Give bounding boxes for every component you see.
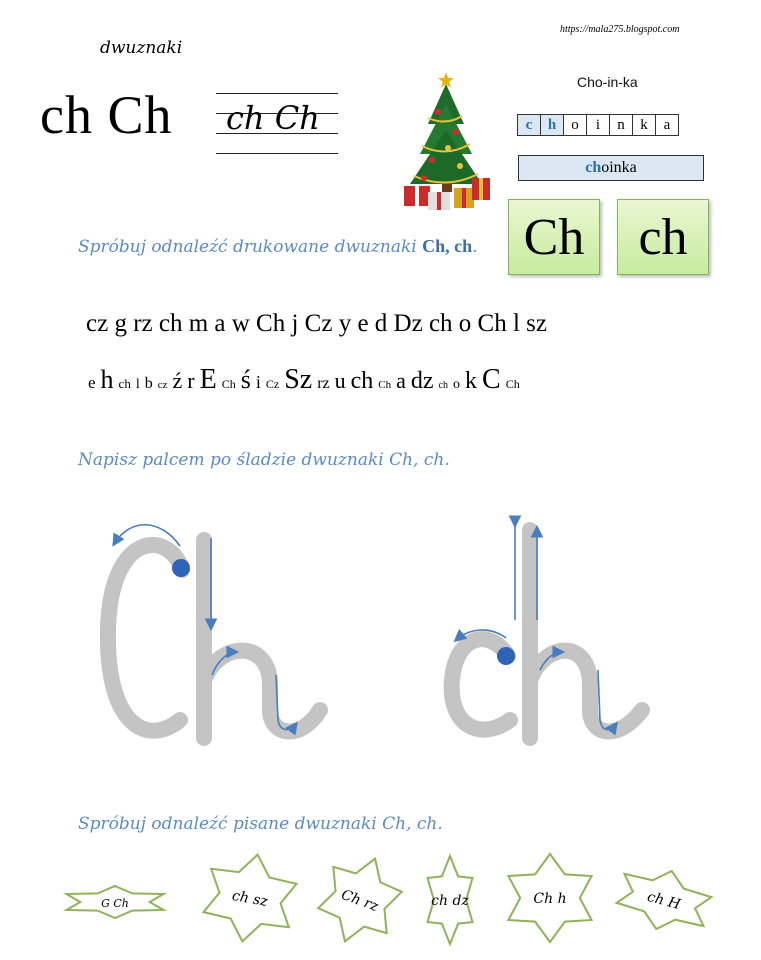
star-label: ch dz [431, 893, 469, 909]
trace-Ch[interactable] [108, 540, 320, 738]
tracing-area [90, 510, 690, 760]
letter-box: a [655, 114, 679, 136]
word-rest: oinka [601, 159, 637, 176]
task-printed-bold: Ch, ch [422, 236, 473, 256]
row2-letter: ch [350, 368, 374, 394]
letter-box: c [517, 114, 541, 136]
row2-letter: h [100, 365, 114, 394]
blog-url: https://mala275.blogspot.com [560, 24, 680, 35]
letter-box: k [632, 114, 656, 136]
task-printed-end: . [472, 237, 478, 257]
word-highlight: ch [585, 159, 602, 176]
star-label: ch sz [230, 887, 269, 910]
row2-letter: Ch [378, 379, 392, 391]
letter-box: i [586, 114, 610, 136]
row2-letter: a [396, 368, 406, 393]
star-item[interactable] [200, 850, 301, 949]
star-label: ch H [645, 888, 683, 914]
letter-box: h [540, 114, 564, 136]
row2-letter: Cz [265, 377, 280, 391]
row2-letter: Sz [284, 364, 313, 395]
printed-digraph: ch Ch [40, 85, 173, 145]
row2-letter: Ch [221, 377, 236, 391]
row2-letter: Ch [505, 377, 520, 391]
dwuznaki-label: dwuznaki [100, 38, 183, 58]
row2-letter: u [334, 368, 346, 393]
row2-letter: C [482, 364, 501, 395]
star-item[interactable] [613, 859, 715, 940]
row2-letter: r [187, 368, 195, 393]
star-item[interactable] [508, 854, 591, 942]
start-dot-Ch [172, 559, 190, 577]
christmas-tree-image [398, 66, 496, 216]
tile-lower: ch [617, 199, 709, 275]
stars-row [60, 850, 740, 960]
row2-letter: ś [240, 365, 251, 394]
task-cursive-instruction: Spróbuj odnaleźć pisane dwuznaki Ch, ch. [78, 814, 443, 834]
row2-letter: i [255, 372, 261, 392]
row2-letter: b [144, 375, 153, 392]
star-item[interactable] [67, 886, 164, 918]
word-choinka [518, 155, 704, 181]
letter-box: n [609, 114, 633, 136]
trace-ch[interactable] [452, 530, 642, 738]
letters-row-2 [88, 364, 525, 396]
row2-letter: dz [410, 368, 434, 394]
star-item[interactable] [311, 850, 410, 954]
letter-boxes [518, 114, 679, 136]
task-printed-text: Spróbuj odnaleźć drukowane dwuznaki [78, 237, 417, 257]
row2-letter: o [453, 377, 460, 392]
start-dot-ch [497, 647, 515, 665]
star-label: G Ch [101, 897, 129, 910]
row2-letter: l [135, 377, 140, 392]
star-label: Ch rz [338, 886, 381, 915]
row2-letter: rz [317, 375, 330, 392]
row2-letter: E [199, 364, 217, 395]
tile-upper: Ch [508, 199, 600, 275]
row2-letter: cz [157, 379, 168, 391]
cursive-writing-lines [216, 93, 338, 155]
row2-letter: ch [438, 380, 448, 391]
letters-row-1: cz g rz ch m a w Ch j Cz y e d Dz ch o Ch l sz [86, 310, 547, 337]
cursive-digraph: ch Ch [226, 99, 320, 137]
syllable-split: Cho-in-ka [577, 74, 638, 90]
row2-letter: ź [172, 368, 183, 393]
row2-letter: e [88, 373, 96, 392]
star-label: Ch h [533, 891, 567, 907]
task-printed-instruction [78, 236, 478, 257]
row2-letter: k [465, 368, 477, 394]
star-item[interactable] [428, 856, 473, 944]
row2-letter: ch [118, 376, 131, 391]
letter-box: o [563, 114, 587, 136]
task-trace-instruction: Napisz palcem po śladzie dwuznaki Ch, ch. [78, 450, 450, 470]
